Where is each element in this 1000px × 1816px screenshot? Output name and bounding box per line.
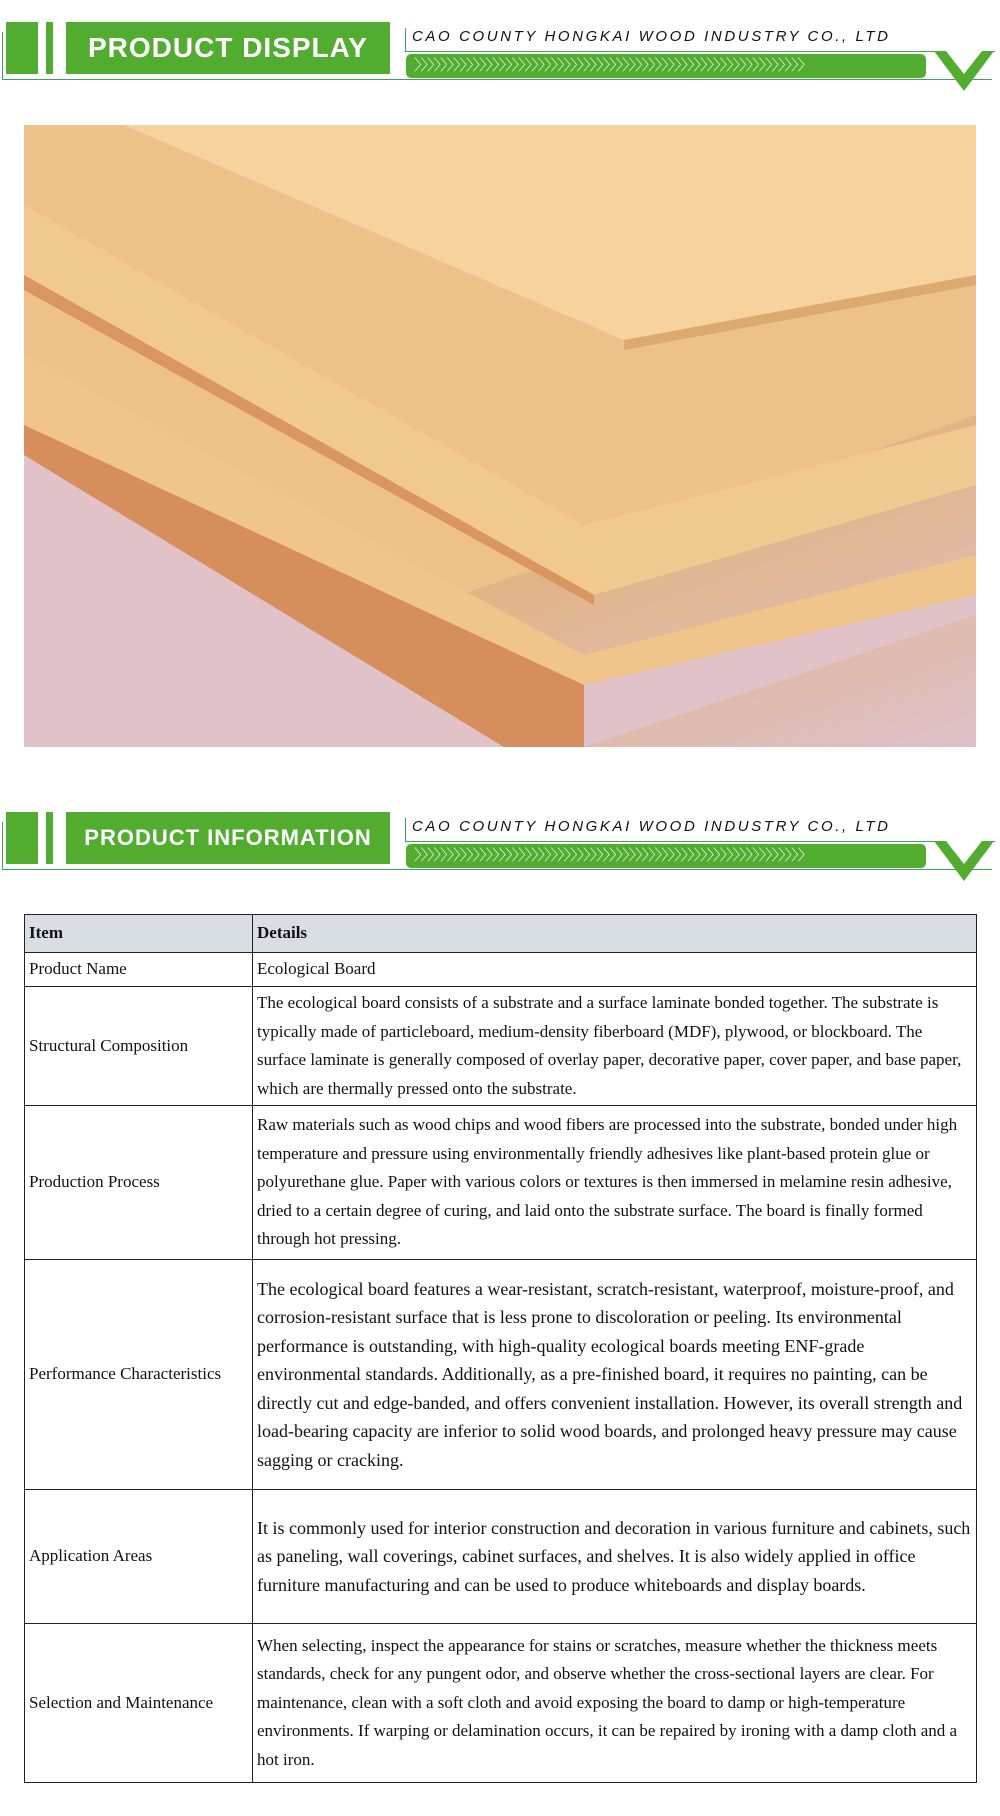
row-item: Performance Characteristics [25,1260,253,1490]
row-details: Raw materials such as wood chips and wood fibers are processed into the substrate, bonded under high temperature and pressure using environmentally friendly adhesives like plant-based protein glue or polyurethane glue. Paper with various colors or textures is then immersed in melamine resin adhesive, dried to a certain degree of curing, and laid onto the substrate surface. The board is finally formed through hot pressing. [253,1106,977,1260]
decor-bar [6,22,38,74]
row-item: Application Areas [25,1490,253,1624]
section-title: PRODUCT INFORMATION [66,812,390,864]
row-details: When selecting, inspect the appearance for stains or scratches, measure whether the thickness meets standards, check for any pungent odor, and observe whether the cross-sectional layers are clear. For maintenance, clean with a soft cloth and avoid exposing the board to damp or high-temperature environments. If warping or delamination occurs, it can be repaired by ironing with a damp cloth and a hot iron. [253,1624,977,1783]
section-banner-product-information [0,790,1000,885]
section-title: PRODUCT DISPLAY [66,22,390,74]
table-row [25,953,977,987]
row-item: Selection and Maintenance [25,1624,253,1783]
table-header-row [25,915,977,953]
table-row [25,1624,977,1783]
header-details: Details [253,915,977,953]
row-details: The ecological board features a wear-resistant, scratch-resistant, waterproof, moisture-proof, and corrosion-resistant surface that is less prone to discoloration or peeling. Its environmental performance is outstanding, with high-quality ecological boards meeting ENF-grade environmental standards. Additionally, as a pre-finished board, it requires no painting, can be directly cut and edge-banded, and offers convenient installation. However, its overall strength and load-bearing capacity are inferior to solid wood boards, and prolonged heavy pressure may cause sagging or cracking. [253,1260,977,1490]
row-details: The ecological board consists of a substrate and a surface laminate bonded together. The substrate is typically made of particleboard, medium-density fiberboard (MDF), plywood, or blockboard. The surface laminate is generally composed of overlay paper, decorative paper, cover paper, and base paper, which are thermally pressed onto the substrate. [253,987,977,1106]
company-name: CAO COUNTY HONGKAI WOOD INDUSTRY CO., LTD [412,818,891,835]
product-photo [24,125,976,747]
row-details: It is commonly used for interior construction and decoration in various furniture and cabinets, such as paneling, wall coverings, cabinet surfaces, and shelves. It is also widely applied in office furniture manufacturing and can be used to produce whiteboards and display boards. [253,1490,977,1624]
decor-bar [6,812,38,864]
section-banner-product-display [0,0,1000,95]
company-name: CAO COUNTY HONGKAI WOOD INDUSTRY CO., LTD [412,28,891,45]
table-row [25,1106,977,1260]
header-item: Item [25,915,253,953]
product-info-table [24,914,977,1783]
table-row [25,987,977,1106]
row-item: Production Process [25,1106,253,1260]
chevron-stripe: 〉〉〉〉〉〉〉〉〉〉〉〉〉〉〉〉〉〉〉〉〉〉〉〉〉〉〉〉〉〉〉〉〉〉〉〉〉〉〉〉〉〉〉〉〉〉〉〉〉〉〉〉〉〉〉〉〉〉〉〉 [406,54,926,78]
row-details: Ecological Board [253,953,977,987]
decor-bar [46,22,53,74]
chevron-stripe: 〉〉〉〉〉〉〉〉〉〉〉〉〉〉〉〉〉〉〉〉〉〉〉〉〉〉〉〉〉〉〉〉〉〉〉〉〉〉〉〉〉〉〉〉〉〉〉〉〉〉〉〉〉〉〉〉〉〉〉〉 [406,844,926,868]
row-item: Structural Composition [25,987,253,1106]
row-item: Product Name [25,953,253,987]
table-row [25,1490,977,1624]
table-row [25,1260,977,1490]
decor-bar [46,812,53,864]
